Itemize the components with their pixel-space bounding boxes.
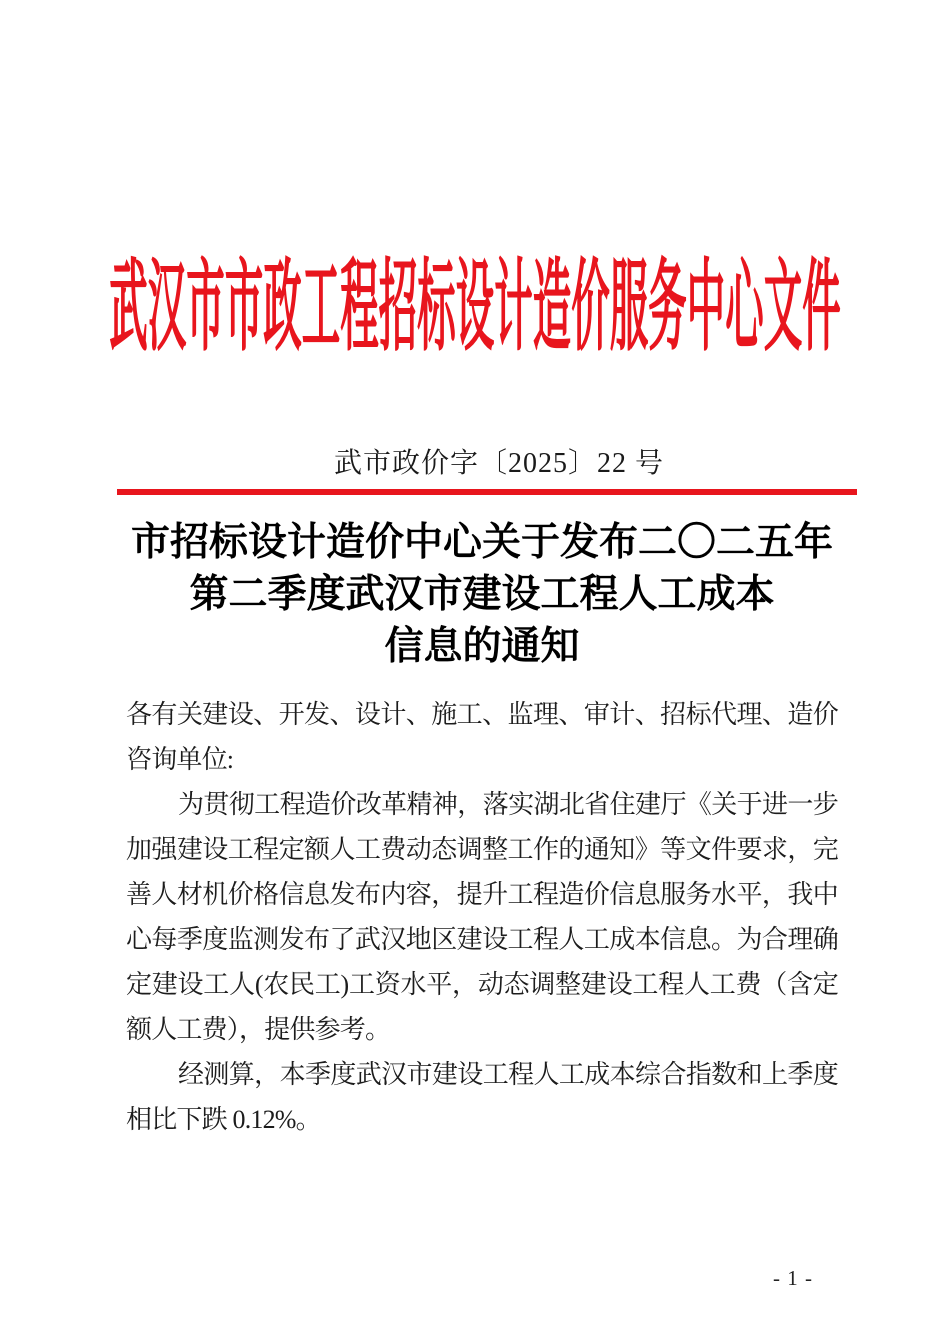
notice-body <box>126 692 838 1142</box>
body-line: 为贯彻工程造价改革精神，落实湖北省住建厅《关于进一步 <box>178 790 838 819</box>
body-line: 相比下跌 0.12%。 <box>126 1105 321 1134</box>
notice-title-line: 信息的通知 <box>384 625 580 668</box>
letterhead-red-rule <box>117 489 857 495</box>
body-line: 定建设工人(农民工)工资水平，动态调整建设工程人工费（含定 <box>126 970 838 999</box>
letterhead-org-title: 武汉市市政工程招标设计造价服务中心文件 <box>109 252 841 363</box>
body-line: 咨询单位: <box>126 745 234 774</box>
notice-title <box>126 517 838 673</box>
notice-title-line: 市招标设计造价中心关于发布二〇二五年 <box>130 521 833 564</box>
body-line: 善人材机价格信息发布内容，提升工程造价信息服务水平，我中 <box>126 880 838 909</box>
body-line: 额人工费），提供参考。 <box>126 1015 391 1044</box>
body-line: 各有关建设、开发、设计、施工、监理、审计、招标代理、造价 <box>126 700 838 729</box>
document-number: 武市政价字〔2025〕22 号 <box>333 448 664 479</box>
body-line: 心每季度监测发布了武汉地区建设工程人工成本信息。为合理确 <box>126 925 838 954</box>
body-line: 经测算，本季度武汉市建设工程人工成本综合指数和上季度 <box>178 1060 838 1089</box>
page-number: - 1 - <box>773 1266 813 1290</box>
body-line: 加强建设工程定额人工费动态调整工作的通知》等文件要求，完 <box>126 835 838 864</box>
notice-title-line: 第二季度武汉市建设工程人工成本 <box>189 573 775 616</box>
